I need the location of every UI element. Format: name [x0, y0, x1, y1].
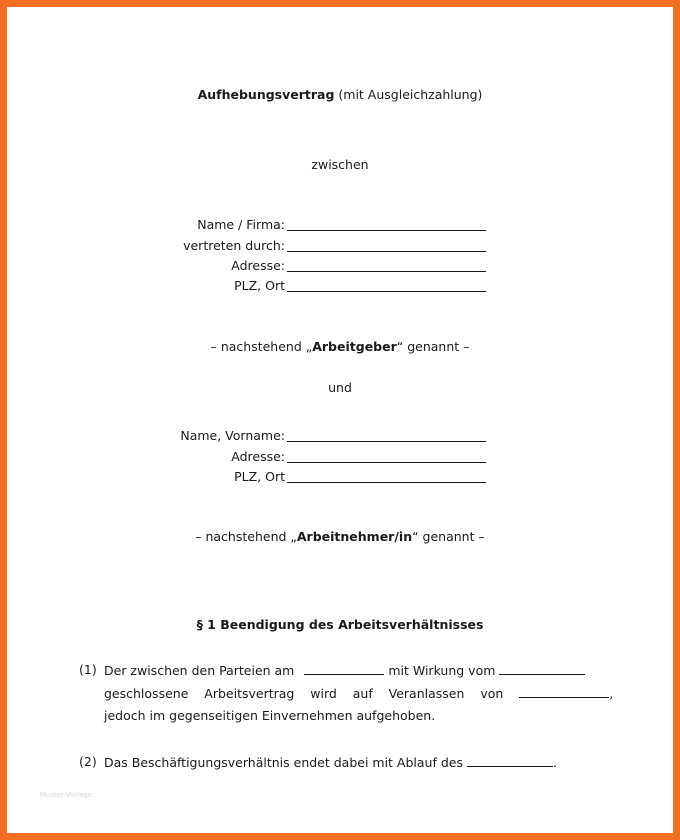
blank-line	[287, 271, 486, 272]
clause-item-1	[79, 662, 614, 723]
employee-name-field	[7, 428, 673, 446]
field-label: Name, Vorname:	[180, 428, 285, 443]
field-label: Adresse:	[231, 258, 285, 273]
field-label: PLZ, Ort	[234, 469, 285, 484]
blank-line	[519, 685, 609, 698]
clause-line	[104, 685, 613, 701]
field-label: Name / Firma:	[197, 217, 285, 232]
clause-line	[104, 754, 557, 770]
clause-text: geschlossene	[104, 686, 189, 701]
clause-text: von	[480, 686, 504, 701]
designation-prefix: – nachstehend „	[210, 339, 313, 354]
title-bold: Aufhebungsvertrag	[197, 87, 335, 102]
field-label: PLZ, Ort	[234, 278, 285, 293]
clause-text: .	[552, 755, 557, 770]
title-rest: (mit Ausgleichzahlung)	[334, 87, 483, 102]
blank-line	[287, 462, 486, 463]
designation-bold: Arbeitgeber	[312, 339, 397, 354]
clause-line: jedoch im gegenseitigen Einvernehmen aufgehoben.	[104, 708, 436, 723]
clause-text: ,	[609, 686, 614, 701]
blank-line	[287, 251, 486, 252]
clause-number: (2)	[79, 754, 97, 769]
clause-line	[104, 662, 585, 678]
blank-line	[287, 441, 486, 442]
designation-suffix: “ genannt –	[396, 339, 470, 354]
section-heading: § 1 Beendigung des Arbeitsverhältnisses	[196, 617, 484, 632]
clause-number: (1)	[79, 662, 97, 677]
clause-text: Der zwischen den Parteien am	[104, 663, 295, 678]
employer-zip-city-field	[7, 278, 673, 296]
clause-text: auf	[352, 686, 373, 701]
employer-name-field	[7, 217, 673, 235]
watermark: Muster-Vorlage	[40, 791, 93, 799]
designation-bold: Arbeitnehmer/in	[296, 529, 413, 544]
blank-line	[287, 291, 486, 292]
employer-address-field	[7, 258, 673, 276]
clause-text: Veranlassen	[388, 686, 465, 701]
field-label: vertreten durch:	[183, 238, 285, 253]
blank-line	[499, 662, 585, 675]
employer-designation	[7, 339, 673, 354]
clause-text: Arbeitsvertrag	[204, 686, 295, 701]
document-title	[7, 87, 673, 102]
employee-designation	[7, 529, 673, 544]
document-page	[7, 7, 673, 833]
between-text: zwischen	[311, 157, 369, 172]
blank-line	[467, 754, 553, 767]
employer-representative-field	[7, 238, 673, 256]
clause-item-2	[79, 754, 599, 774]
and-text: und	[328, 380, 352, 395]
blank-line	[287, 482, 486, 483]
employee-address-field	[7, 449, 673, 467]
designation-suffix: “ genannt –	[412, 529, 485, 544]
clause-text: wird	[310, 686, 337, 701]
clause-text: Das Beschäftigungsverhältnis endet dabei mit Ablauf des	[104, 755, 463, 770]
designation-prefix: – nachstehend „	[195, 529, 297, 544]
employee-zip-city-field	[7, 469, 673, 487]
field-label: Adresse:	[231, 449, 285, 464]
clause-text: mit Wirkung vom	[388, 663, 496, 678]
blank-line	[304, 662, 384, 675]
blank-line	[287, 230, 486, 231]
